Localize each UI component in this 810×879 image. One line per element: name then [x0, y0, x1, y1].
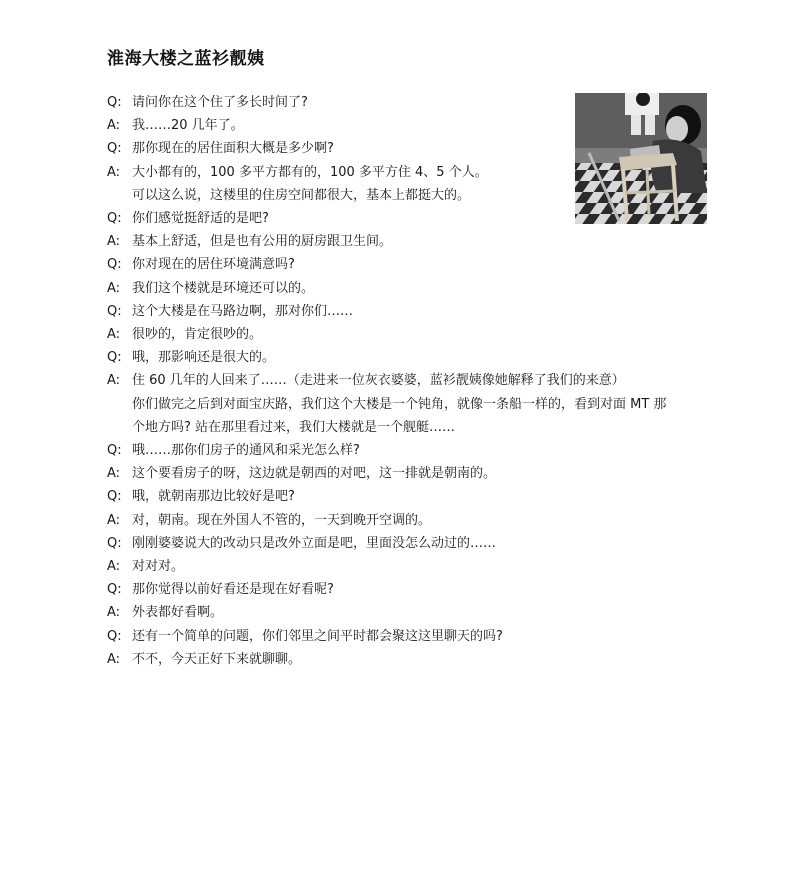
entry-text	[132, 207, 707, 230]
text-line: 你们做完之后到对面宝庆路，我们这个大楼是一个钝角，就像一条船一样的，看到对面 MT 那	[132, 396, 667, 412]
answer-entry	[107, 601, 707, 624]
answer-entry	[107, 648, 707, 671]
entry-text	[132, 648, 707, 671]
answer-entry	[107, 323, 707, 346]
entry-text	[132, 439, 707, 462]
entry-text	[132, 137, 707, 160]
text-line: 还有一个简单的问题，你们邻里之间平时都会聚这这里聊天的吗?	[132, 628, 503, 644]
speaker-label: A:	[107, 327, 121, 342]
answer-entry	[107, 462, 707, 485]
question-entry	[107, 532, 707, 555]
text-line: 那你觉得以前好看还是现在好看呢?	[132, 582, 334, 598]
question-entry	[107, 207, 707, 230]
question-entry	[107, 300, 707, 323]
question-entry	[107, 346, 707, 369]
question-entry	[107, 137, 707, 160]
speaker-label: A:	[107, 466, 121, 482]
entry-text	[132, 532, 707, 555]
question-entry	[107, 625, 707, 648]
question-entry	[107, 485, 707, 508]
speaker-label: A:	[107, 164, 121, 180]
text-line: 你们感觉挺舒适的是吧?	[132, 210, 269, 226]
text-line: 哦……那你们房子的通风和采光怎么样?	[132, 442, 360, 458]
question-entry	[107, 578, 707, 601]
entry-text	[132, 161, 707, 207]
text-line: 住 60 几年的人回来了……（走进来一位灰衣婆婆，蓝衫靓姨像她解释了我们的来意）	[132, 373, 625, 389]
entry-text	[132, 91, 707, 114]
speaker-label: Q:	[107, 303, 122, 319]
entry-text	[132, 625, 707, 648]
speaker-label: Q:	[107, 535, 122, 551]
text-line: 外表都好看啊。	[132, 605, 224, 621]
speaker-label: A:	[107, 234, 121, 250]
text-line: 哦，就朝南那边比较好是吧?	[132, 489, 295, 505]
text-line: 大小都有的，100 多平方都有的，100 多平方住 4、5 个人。	[132, 164, 488, 180]
speaker-label: Q:	[107, 350, 122, 366]
speaker-label: Q:	[107, 257, 122, 273]
text-line: 对对对。	[132, 558, 185, 574]
speaker-label: A:	[107, 651, 121, 667]
question-entry	[107, 439, 707, 462]
question-entry	[107, 91, 707, 114]
entry-text	[132, 323, 707, 346]
speaker-label: A:	[107, 280, 121, 296]
speaker-label: Q:	[107, 628, 122, 644]
text-line: 这个要看房子的呀，这边就是朝西的对吧，这一排就是朝南的。	[132, 466, 497, 482]
text-line: 可以这么说，这楼里的住房空间都很大，基本上都挺大的。	[132, 187, 471, 203]
entry-text	[132, 277, 707, 300]
text-line: 这个大楼是在马路边啊，那对你们……	[132, 303, 354, 319]
speaker-label: A:	[107, 373, 121, 389]
interview-transcript	[107, 91, 707, 671]
text-line: 基本上舒适，但是也有公用的厨房跟卫生间。	[132, 234, 393, 250]
entry-text	[132, 114, 707, 137]
entry-text	[132, 230, 707, 253]
entry-text	[132, 253, 707, 276]
speaker-label: Q:	[107, 582, 122, 598]
text-line: 你对现在的居住环境满意吗?	[132, 257, 295, 273]
answer-entry	[107, 230, 707, 253]
entry-text	[132, 578, 707, 601]
answer-entry	[107, 555, 707, 578]
text-line: 个地方吗? 站在那里看过来，我们大楼就是一个舰艇……	[132, 419, 456, 435]
speaker-label: A:	[107, 118, 121, 134]
speaker-label: A:	[107, 512, 121, 528]
speaker-label: Q:	[107, 442, 122, 458]
page-title: 淮海大楼之蓝衫靓姨	[107, 49, 265, 69]
entry-text	[132, 300, 707, 323]
text-line: 不不，今天正好下来就聊聊。	[132, 651, 302, 667]
entry-text	[132, 485, 707, 508]
answer-entry	[107, 277, 707, 300]
text-line: 请问你在这个住了多长时间了?	[132, 95, 308, 110]
speaker-label: A:	[107, 605, 121, 621]
text-line: 那你现在的居住面积大概是多少啊?	[132, 141, 334, 157]
entry-text	[132, 555, 707, 578]
speaker-label: Q:	[107, 95, 122, 110]
speaker-label: A:	[107, 558, 121, 574]
speaker-label: Q:	[107, 489, 122, 505]
entry-text	[132, 601, 707, 624]
text-line: 我们这个楼就是环境还可以的。	[132, 280, 315, 296]
answer-entry	[107, 509, 707, 532]
text-line: 哦，那影响还是很大的。	[132, 350, 276, 366]
text-line: 很吵的，肯定很吵的。	[132, 327, 263, 342]
speaker-label: Q:	[107, 141, 122, 157]
answer-entry	[107, 161, 707, 207]
answer-entry	[107, 369, 707, 439]
text-line: 我……20 几年了。	[132, 118, 244, 134]
answer-entry	[107, 114, 707, 137]
entry-text	[132, 462, 707, 485]
entry-text	[132, 346, 707, 369]
speaker-label: Q:	[107, 210, 122, 226]
question-entry	[107, 253, 707, 276]
entry-text	[132, 509, 707, 532]
text-line: 对，朝南。现在外国人不管的，一天到晚开空调的。	[132, 512, 432, 528]
entry-text	[132, 369, 707, 439]
text-line: 刚刚婆婆说大的改动只是改外立面是吧，里面没怎么动过的……	[132, 535, 497, 551]
